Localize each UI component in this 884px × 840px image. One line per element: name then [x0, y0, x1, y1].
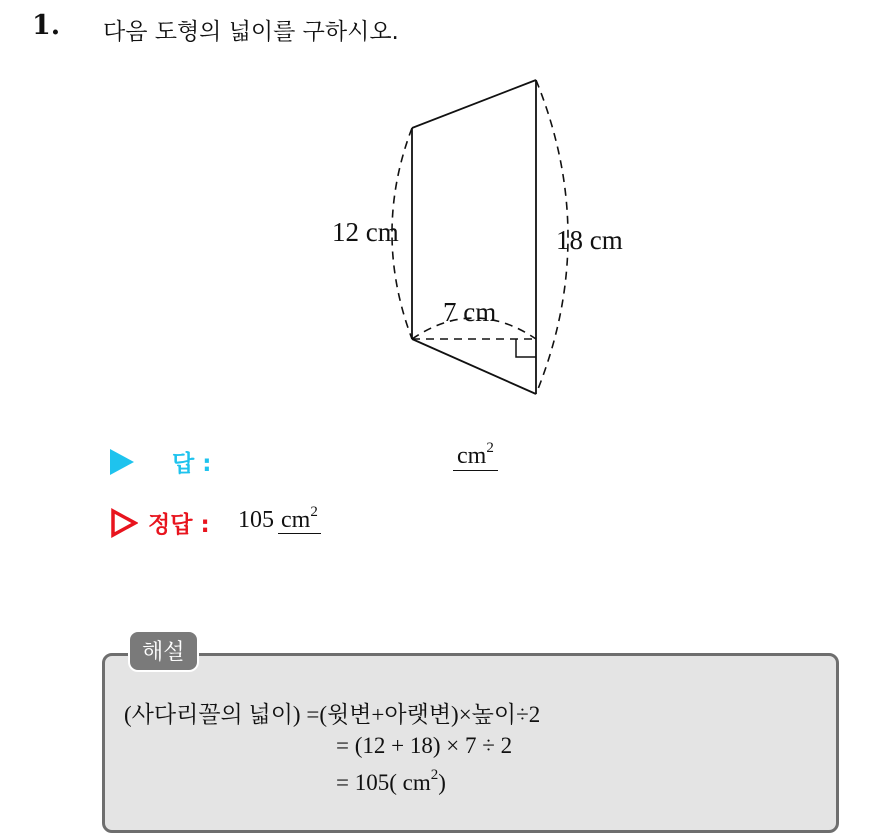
correct-answer-value-group [238, 504, 321, 534]
solution-line-1: (사다리꼴의 넓이) =(윗변+아랫변)×높이÷2 [124, 702, 541, 727]
height-label: 7 cm [443, 297, 497, 327]
solution-line-3-suffix: ) [438, 770, 446, 795]
trapezoid-top-side [412, 80, 536, 128]
solution-line-2: = (12 + 18) × 7 ÷ 2 [336, 733, 513, 758]
trapezoid-bottom-side [412, 339, 536, 394]
outline-arrow-icon [110, 508, 138, 538]
play-arrow-icon [110, 449, 134, 475]
right-side-label: 18 cm [556, 225, 623, 255]
right-angle-mark [516, 339, 536, 357]
correct-answer-unit-group [278, 504, 321, 534]
answer-unit: cm [457, 443, 487, 469]
solution-line-3-power: 2 [430, 767, 439, 783]
solution-tag: 해설 [128, 630, 199, 672]
correct-answer-unit-power: 2 [310, 504, 318, 520]
correct-answer-label: 정답 : [148, 512, 210, 538]
correct-answer-unit: cm [281, 507, 311, 533]
answer-label: 답 : [172, 451, 212, 477]
solution-line-3-prefix: = 105( cm [336, 770, 431, 795]
left-side-label: 12 cm [332, 217, 399, 247]
question-number: 1. [32, 10, 61, 41]
solution-line-3 [336, 767, 446, 796]
answer-unit-power: 2 [486, 440, 494, 456]
question-text: 다음 도형의 넓이를 구하시오. [103, 19, 399, 45]
correct-answer-value: 105 [238, 507, 274, 533]
answer-blank[interactable] [453, 440, 498, 471]
